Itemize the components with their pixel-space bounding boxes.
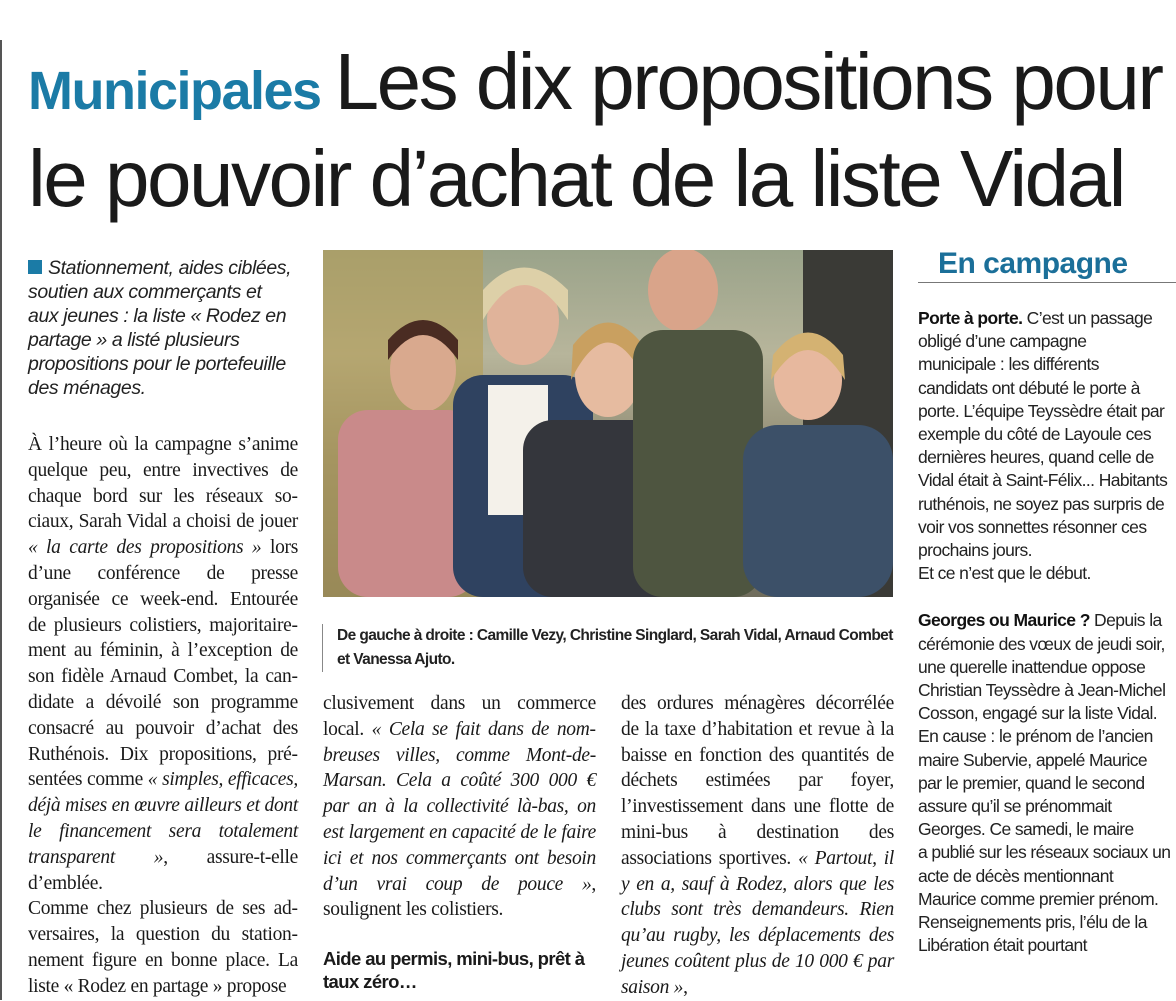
quote: « simples, efficaces, déjà mises en œuvre ailleurs et dont le financement sera totalement transparent » — [28, 769, 298, 868]
line: Cosson, engagé sur la liste Vidal. — [918, 703, 1158, 724]
quote: « Partout, il y en a, sauf à Rodez, alors que les clubs sont très demandeurs. Rien qu’au rugby, les déplacements des jeunes coûtent plus de 10 000 € par saison » — [621, 847, 894, 998]
line: assure qu’il se prénommait — [918, 796, 1112, 817]
line: Renseignements pris, l’élu de la — [918, 912, 1147, 933]
line: voir vos sonnettes résonner ces — [918, 516, 1147, 537]
lead-paragraph — [28, 256, 296, 400]
headline — [28, 38, 1176, 223]
sidebar-item-porte-a-porte — [918, 307, 1176, 562]
line: cérémonie des vœux de jeudi soir, — [918, 633, 1165, 654]
page-edge-rule — [0, 40, 2, 1000]
line: Christian Teyssèdre à Jean-Michel — [918, 680, 1166, 701]
article-column-2 — [323, 691, 596, 993]
article-column-1 — [28, 432, 298, 1000]
line: une querelle inattendue oppose — [918, 656, 1146, 677]
line: En cause : le prénom de l’ancien — [918, 726, 1153, 747]
paragraph — [28, 432, 298, 896]
line: ruthénois, ne soyez pas surpris de — [918, 493, 1165, 514]
article-column-3 — [621, 691, 894, 1001]
text: des ordures ménagères décorrélée de la taxe d’habitation et revue à la baisse en fonction des quantités de déchets estimées par foyer, l’investissement dans une flotte de mini-bus à destination des associations sportives. — [621, 693, 894, 869]
text: , assure-t-elle d’emblée. — [28, 846, 298, 894]
text: À l’heure où la campagne s’anime quelque peu, entre invectives de chaque bord sur les réseaux sociaux, Sarah Vidal a choisi de jouer — [28, 434, 298, 533]
text: clusivement dans un commerce local. — [323, 693, 596, 740]
item-title: Georges ou Maurice ? — [918, 610, 1090, 631]
article-photo — [323, 250, 893, 597]
line: prochains jours. — [918, 540, 1032, 561]
line: C’est un passage — [1022, 308, 1153, 328]
sidebar-item-end: Et ce n’est que le début. — [918, 563, 1091, 584]
item-title: Porte à porte. — [918, 308, 1023, 328]
line: obligé d’une campagne — [918, 331, 1087, 352]
bullet-square-icon — [28, 260, 42, 274]
line: municipale : les différents — [918, 354, 1099, 375]
line: exemple du côté de Layoule ces — [918, 424, 1151, 445]
line: dernières heures, quand celle de — [918, 447, 1154, 468]
line: Maurice comme premier prénom. — [918, 888, 1159, 909]
sidebar-en-campagne — [918, 246, 1176, 957]
group-photo-illustration — [323, 250, 893, 597]
line: a publié sur les réseaux sociaux un — [918, 842, 1171, 863]
paragraph: Comme chez plusieurs de ses adversaires, la question du stationnement figure en bonne place. La liste « Rodez en partage » propose — [28, 898, 298, 997]
kicker: Municipales — [28, 61, 321, 121]
line: Depuis la — [1089, 610, 1162, 631]
subheading: Aide au permis, mini-bus, prêt à taux zéro… — [323, 948, 585, 993]
photo-caption: De gauche à droite : Camille Vezy, Christine Singlard, Sarah Vidal, Arnaud Combet et Vanessa Ajuto. — [322, 624, 897, 672]
paragraph — [621, 691, 894, 1001]
line: par le premier, quand le second — [918, 772, 1145, 793]
paragraph — [323, 691, 596, 923]
line: porte. L’équipe Teyssèdre était par — [918, 400, 1165, 421]
sidebar-title: En campagne — [918, 246, 1176, 283]
line: Libération était pourtant — [918, 935, 1087, 956]
sidebar-item-georges-ou-maurice — [918, 609, 1176, 957]
lead-text: Stationnement, aides ciblées, soutien aux commerçants et aux jeunes : la liste « Rodez en partage » a listé plusieurs propositions pour le portefeuille des ménages. — [28, 257, 292, 399]
line: maire Subervie, appelé Maurice — [918, 749, 1148, 770]
quote: « la carte des propositions » — [28, 537, 262, 559]
text: lors d’une conférence de presse organisée ce week-end. Entourée de plusieurs colistiers, majoritairement au féminin, à l’exception de son fidèle Arnaud Combet, la candidate a dévoilé son programme consacré au pouvoir d’achat des Ruthénois. Dix propositions, présentées comme — [28, 537, 298, 791]
headline-text-2: le pouvoir d’achat de la liste Vidal — [28, 134, 1124, 223]
line: acte de décès mentionnant — [918, 865, 1114, 886]
text: , — [683, 976, 688, 998]
line: Vidal était à Saint-Félix... Habitants — [918, 470, 1168, 491]
headline-text-1: Les dix propositions pour — [334, 37, 1162, 126]
headline-line-1 — [28, 38, 1176, 135]
line: Georges. Ce samedi, le maire — [918, 819, 1134, 840]
quote: « Cela se fait dans de nombreuses villes, comme Mont-de-Marsan. Cela a coûté 300 000 € par an à la collectivité là-bas, on est largement en capacité de le faire ici et nos commerçants ont besoin d’un vrai coup de pouce » — [323, 718, 596, 895]
text: , soulignent les colistiers. — [323, 873, 596, 921]
line: candidats ont débuté le porte à — [918, 377, 1140, 398]
